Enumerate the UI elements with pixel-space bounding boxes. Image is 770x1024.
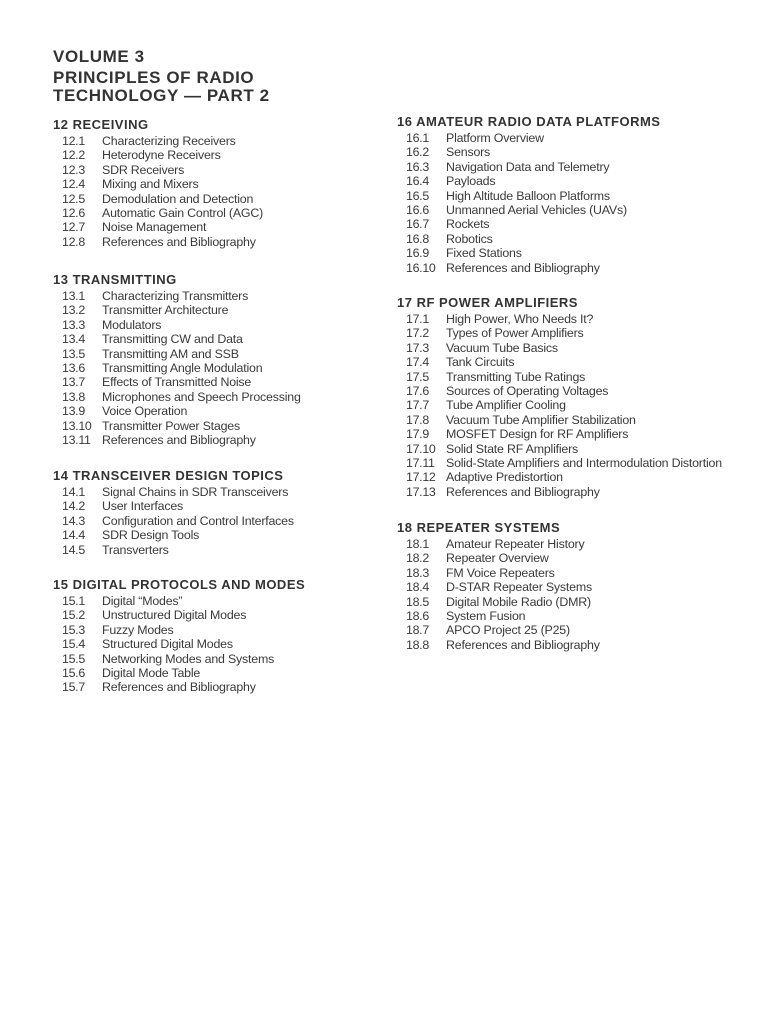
section-number: 12.2 xyxy=(62,148,85,163)
section-title: Digital “Modes” xyxy=(102,594,183,608)
toc-entry xyxy=(53,235,263,249)
section-title: Transverters xyxy=(102,542,169,557)
toc-entry xyxy=(53,680,305,694)
toc-entry xyxy=(53,289,301,303)
section-number: 14.1 xyxy=(62,485,85,499)
section-number: 14.4 xyxy=(62,528,85,543)
section-number: 13.4 xyxy=(62,332,85,347)
toc-entry xyxy=(53,134,263,148)
section-title: Characterizing Receivers xyxy=(102,134,236,148)
section-number: 17.4 xyxy=(406,355,429,370)
toc-entry xyxy=(397,427,722,441)
toc-entry xyxy=(397,145,660,159)
section-number: 12.7 xyxy=(62,220,85,235)
section-number: 17.2 xyxy=(406,326,429,341)
volume-title-line-2: TECHNOLOGY — PART 2 xyxy=(53,86,270,105)
section-title: Transmitting Angle Modulation xyxy=(102,361,263,376)
section-number: 17.3 xyxy=(406,340,429,355)
section-number: 17.5 xyxy=(406,369,429,384)
section-title: Configuration and Control Interfaces xyxy=(102,513,294,528)
section-title: Adaptive Predistortion xyxy=(446,470,563,485)
section-number: 16.7 xyxy=(406,217,429,232)
chapter-heading: 12 RECEIVING xyxy=(53,117,149,132)
section-number: 12.5 xyxy=(62,191,85,206)
section-number: 18.7 xyxy=(406,623,429,638)
toc-entry xyxy=(53,303,301,317)
section-title: Fixed Stations xyxy=(446,246,522,261)
toc-entry xyxy=(53,419,301,433)
toc-entry xyxy=(397,232,660,246)
section-number: 18.1 xyxy=(406,537,429,551)
toc-entry xyxy=(53,652,305,666)
toc-entry xyxy=(397,638,600,652)
toc-entry xyxy=(397,131,660,145)
toc-entry xyxy=(397,189,660,203)
section-number: 13.8 xyxy=(62,389,85,404)
toc-entry xyxy=(53,375,301,389)
section-number: 15.6 xyxy=(62,666,85,681)
section-number: 12.4 xyxy=(62,177,85,192)
section-title: Digital Mobile Radio (DMR) xyxy=(446,594,591,609)
section-title: References and Bibliography xyxy=(446,260,600,275)
section-number: 17.9 xyxy=(406,427,429,442)
section-title: SDR Design Tools xyxy=(102,528,200,543)
section-number: 16.1 xyxy=(406,131,429,145)
section-number: 15.1 xyxy=(62,594,85,608)
section-title: Mixing and Mixers xyxy=(102,177,199,192)
section-number: 16.10 xyxy=(406,260,436,275)
toc-entry xyxy=(53,637,305,651)
section-number: 13.1 xyxy=(62,289,85,303)
toc-entry xyxy=(397,326,722,340)
section-title: Platform Overview xyxy=(446,131,544,145)
chapter-heading: 17 RF POWER AMPLIFIERS xyxy=(397,295,578,310)
toc-entry xyxy=(397,355,722,369)
section-title: Unmanned Aerial Vehicles (UAVs) xyxy=(446,203,627,218)
toc-entry xyxy=(53,514,294,528)
toc-entry xyxy=(397,551,600,565)
toc-entry xyxy=(397,580,600,594)
toc-entry xyxy=(397,485,722,499)
section-number: 15.5 xyxy=(62,651,85,666)
section-title: Navigation Data and Telemetry xyxy=(446,159,610,174)
section-number: 16.4 xyxy=(406,174,429,189)
section-number: 12.1 xyxy=(62,134,85,148)
section-title: Vacuum Tube Amplifier Stabilization xyxy=(446,412,636,427)
section-title: FM Voice Repeaters xyxy=(446,565,555,580)
section-title: Rockets xyxy=(446,217,490,232)
section-number: 15.4 xyxy=(62,637,85,652)
toc-entry xyxy=(397,370,722,384)
section-title: Payloads xyxy=(446,174,496,189)
section-number: 18.4 xyxy=(406,580,429,595)
chapter-block xyxy=(397,114,660,275)
toc-entry xyxy=(53,192,263,206)
chapter-block xyxy=(53,117,263,249)
section-title: Amateur Repeater History xyxy=(446,537,585,551)
section-title: Signal Chains in SDR Transceivers xyxy=(102,485,289,499)
toc-entry xyxy=(53,623,305,637)
toc-entry xyxy=(53,390,301,404)
section-title: Robotics xyxy=(446,231,493,246)
section-number: 13.9 xyxy=(62,404,85,419)
section-title: References and Bibliography xyxy=(102,680,256,695)
section-number: 18.8 xyxy=(406,637,429,652)
toc-entry xyxy=(397,413,722,427)
section-title: References and Bibliography xyxy=(102,433,256,448)
toc-entry xyxy=(397,312,722,326)
section-title: Heterodyne Receivers xyxy=(102,148,221,163)
section-title: Solid-State Amplifiers and Intermodulation Distortion xyxy=(446,456,722,471)
section-title: Effects of Transmitted Noise xyxy=(102,375,252,390)
section-number: 16.2 xyxy=(406,145,429,160)
section-number: 13.3 xyxy=(62,317,85,332)
section-number: 18.6 xyxy=(406,609,429,624)
section-title: Tube Amplifier Cooling xyxy=(446,398,566,413)
volume-label: VOLUME 3 xyxy=(53,47,145,66)
toc-entry xyxy=(53,433,301,447)
section-title: High Altitude Balloon Platforms xyxy=(446,188,610,203)
section-number: 13.6 xyxy=(62,361,85,376)
toc-entry xyxy=(397,341,722,355)
toc-entry xyxy=(53,594,305,608)
chapter-heading: 14 TRANSCEIVER DESIGN TOPICS xyxy=(53,468,284,483)
toc-entry xyxy=(53,361,301,375)
toc-entry xyxy=(397,442,722,456)
toc-entry xyxy=(53,206,263,220)
toc-entry xyxy=(53,666,305,680)
section-number: 18.2 xyxy=(406,551,429,566)
section-number: 16.5 xyxy=(406,188,429,203)
chapter-heading: 16 AMATEUR RADIO DATA PLATFORMS xyxy=(397,114,661,129)
toc-entry xyxy=(397,174,660,188)
chapter-block xyxy=(53,468,294,557)
section-title: Sensors xyxy=(446,145,491,160)
section-title: References and Bibliography xyxy=(102,234,256,249)
section-title: D-STAR Repeater Systems xyxy=(446,580,592,595)
toc-entry xyxy=(397,623,600,637)
section-title: MOSFET Design for RF Amplifiers xyxy=(446,427,629,442)
section-title: Voice Operation xyxy=(102,404,188,419)
toc-entry xyxy=(397,537,600,551)
section-title: High Power, Who Needs It? xyxy=(446,312,594,326)
section-number: 14.2 xyxy=(62,499,85,514)
section-title: Digital Mode Table xyxy=(102,666,201,681)
section-number: 16.6 xyxy=(406,203,429,218)
section-title: SDR Receivers xyxy=(102,162,185,177)
section-number: 12.8 xyxy=(62,234,85,249)
section-title: Transmitter Power Stages xyxy=(102,418,240,433)
toc-entry xyxy=(397,384,722,398)
section-title: Modulators xyxy=(102,317,162,332)
toc-entry xyxy=(397,261,660,275)
toc-entry xyxy=(53,528,294,542)
toc-entry xyxy=(397,398,722,412)
chapter-heading: 13 TRANSMITTING xyxy=(53,272,177,287)
section-number: 17.10 xyxy=(406,441,436,456)
section-number: 13.10 xyxy=(62,418,92,433)
chapter-block xyxy=(53,272,301,447)
section-title: APCO Project 25 (P25) xyxy=(446,623,570,638)
section-number: 16.9 xyxy=(406,246,429,261)
volume-title-line-1: PRINCIPLES OF RADIO xyxy=(53,68,255,87)
section-title: References and Bibliography xyxy=(446,637,600,652)
section-number: 17.12 xyxy=(406,470,436,485)
section-title: Demodulation and Detection xyxy=(102,191,254,206)
section-number: 15.2 xyxy=(62,608,85,623)
toc-entry xyxy=(53,347,301,361)
toc-entry xyxy=(397,566,600,580)
toc-entry xyxy=(53,177,263,191)
volume-title-block xyxy=(53,48,270,105)
toc-entry xyxy=(53,485,294,499)
toc-entry xyxy=(397,217,660,231)
section-title: Solid State RF Amplifiers xyxy=(446,441,579,456)
section-title: Fuzzy Modes xyxy=(102,622,174,637)
section-title: Tank Circuits xyxy=(446,355,515,370)
section-title: Transmitting CW and Data xyxy=(102,332,243,347)
section-number: 12.3 xyxy=(62,162,85,177)
section-title: Microphones and Speech Processing xyxy=(102,389,301,404)
chapter-heading: 18 REPEATER SYSTEMS xyxy=(397,520,561,535)
section-title: Transmitting AM and SSB xyxy=(102,346,239,361)
section-number: 18.5 xyxy=(406,594,429,609)
section-title: System Fusion xyxy=(446,609,526,624)
section-number: 13.7 xyxy=(62,375,85,390)
toc-entry xyxy=(397,595,600,609)
section-number: 18.3 xyxy=(406,565,429,580)
chapter-block xyxy=(397,295,722,499)
section-title: Vacuum Tube Basics xyxy=(446,340,558,355)
section-number: 17.8 xyxy=(406,412,429,427)
section-number: 12.6 xyxy=(62,206,85,221)
section-number: 15.3 xyxy=(62,622,85,637)
section-title: References and Bibliography xyxy=(446,484,600,499)
section-title: Types of Power Amplifiers xyxy=(446,326,584,341)
section-number: 17.6 xyxy=(406,384,429,399)
toc-entry xyxy=(397,160,660,174)
chapter-block xyxy=(53,577,305,695)
toc-entry xyxy=(53,404,301,418)
toc-entry xyxy=(53,332,301,346)
section-title: Networking Modes and Systems xyxy=(102,651,275,666)
toc-entry xyxy=(53,318,301,332)
section-number: 17.1 xyxy=(406,312,429,326)
section-number: 17.13 xyxy=(406,484,436,499)
section-title: User Interfaces xyxy=(102,499,184,514)
toc-entry xyxy=(53,163,263,177)
toc-entry xyxy=(397,456,722,470)
section-number: 17.11 xyxy=(406,456,435,471)
toc-entry xyxy=(397,246,660,260)
toc-entry xyxy=(53,148,263,162)
section-title: Automatic Gain Control (AGC) xyxy=(102,206,264,221)
section-number: 13.2 xyxy=(62,303,85,318)
toc-entry xyxy=(53,608,305,622)
toc-entry xyxy=(397,609,600,623)
toc-entry xyxy=(53,220,263,234)
section-title: Characterizing Transmitters xyxy=(102,289,249,303)
section-number: 17.7 xyxy=(406,398,429,413)
section-title: Noise Management xyxy=(102,220,207,235)
toc-entry xyxy=(53,543,294,557)
chapter-heading: 15 DIGITAL PROTOCOLS AND MODES xyxy=(53,577,306,592)
section-title: Repeater Overview xyxy=(446,551,549,566)
toc-entry xyxy=(53,499,294,513)
section-title: Structured Digital Modes xyxy=(102,637,233,652)
chapter-block xyxy=(397,520,600,652)
section-number: 16.3 xyxy=(406,159,429,174)
section-number: 15.7 xyxy=(62,680,85,695)
section-number: 13.5 xyxy=(62,346,85,361)
section-number: 13.11 xyxy=(62,433,91,448)
section-title: Transmitting Tube Ratings xyxy=(446,369,586,384)
section-title: Unstructured Digital Modes xyxy=(102,608,247,623)
section-title: Transmitter Architecture xyxy=(102,303,229,318)
section-title: Sources of Operating Voltages xyxy=(446,384,609,399)
section-number: 14.5 xyxy=(62,542,85,557)
toc-entry xyxy=(397,470,722,484)
section-number: 16.8 xyxy=(406,231,429,246)
toc-entry xyxy=(397,203,660,217)
section-number: 14.3 xyxy=(62,513,85,528)
